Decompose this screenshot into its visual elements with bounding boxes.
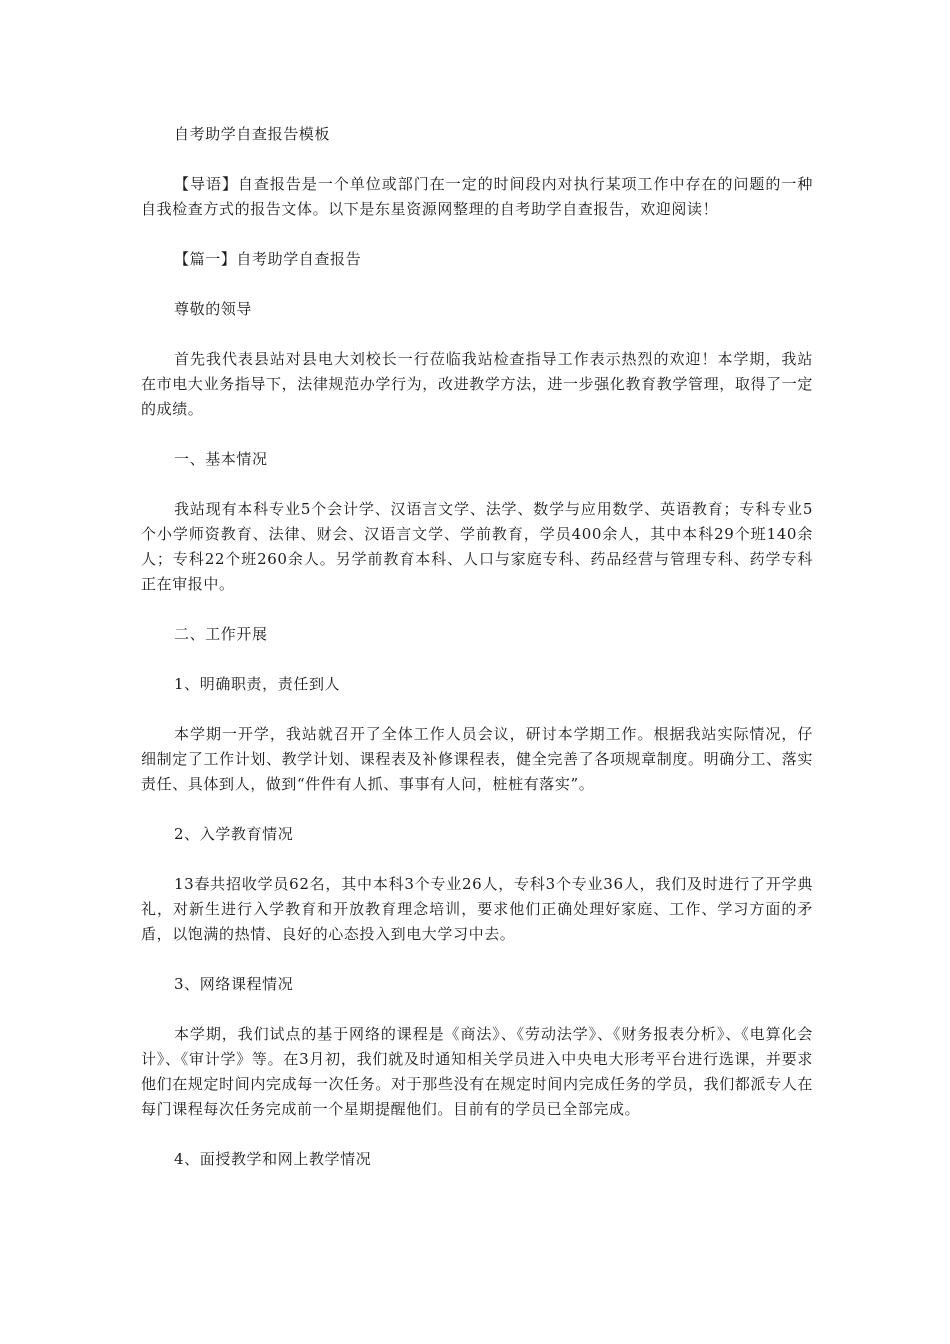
online-courses-paragraph: 本学期，我们试点的基于网络的课程是《商法》、《劳动法学》、《财务报表分析》、《电算化会计》、《审计学》等。在3月初，我们就及时通知相关学员进入中央电大形考平台进行选课，并要求他们在规定时间内完成每一次任务。对于那些没有在规定时间内完成任务的学员，我们都派专人在每门课程每次任务完成前一个星期提醒他们。目前有的学员已全部完成。: [141, 1025, 813, 1118]
subheading-responsibilities: 1、明确职责，责任到人: [174, 675, 341, 693]
basic-situation-paragraph: 我站现有本科专业5个会计学、汉语言文学、法学、数学与应用数学、英语教育；专科专业5个小学师资教育、法律、财会、汉语言文学、学前教育，学员400余人，其中本科29个班140余人；专科22个班260余人。另学前教育本科、人口与家庭专科、药品经营与管理专科、药学专科正在审报中。: [141, 500, 813, 593]
responsibilities-paragraph: 本学期一开学，我站就召开了全体工作人员会议，研讨本学期工作。根据我站实际情况，仔细制定了工作计划、教学计划、课程表及补修课程表，健全完善了各项规章制度。明确分工、落实责任、具体到人，做到“件件有人抓、事事有人问，桩桩有落实”。: [141, 725, 813, 793]
document-title: 自考助学自查报告模板: [174, 125, 331, 143]
subheading-enrollment-education: 2、入学教育情况: [174, 825, 294, 843]
salutation: 尊敬的领导: [174, 300, 253, 318]
heading-work-progress: 二、工作开展: [174, 625, 268, 643]
subheading-online-courses: 3、网络课程情况: [174, 975, 294, 993]
heading-basic-situation: 一、基本情况: [174, 450, 268, 468]
opening-paragraph: 首先我代表县站对县电大刘校长一行莅临我站检查指导工作表示热烈的欢迎！本学期，我站在市电大业务指导下，法律规范办学行为，改进教学方法，进一步强化教育教学管理，取得了一定的成绩。: [141, 350, 813, 418]
document-body: [141, 122, 813, 1197]
intro-paragraph: 【导语】自查报告是一个单位或部门在一定的时间段内对执行某项工作中存在的问题的一种自我检查方式的报告文体。以下是东星资源网整理的自考助学自查报告，欢迎阅读！: [141, 175, 813, 218]
section-heading-part-one: 【篇一】自考助学自查报告: [174, 250, 362, 268]
subheading-teaching: 4、面授教学和网上教学情况: [174, 1150, 372, 1168]
enrollment-education-paragraph: 13春共招收学员62名，其中本科3个专业26人，专科3个专业36人，我们及时进行了开学典礼，对新生进行入学教育和开放教育理念培训，要求他们正确处理好家庭、工作、学习方面的矛盾，以饱满的热情、良好的心态投入到电大学习中去。: [141, 875, 813, 943]
